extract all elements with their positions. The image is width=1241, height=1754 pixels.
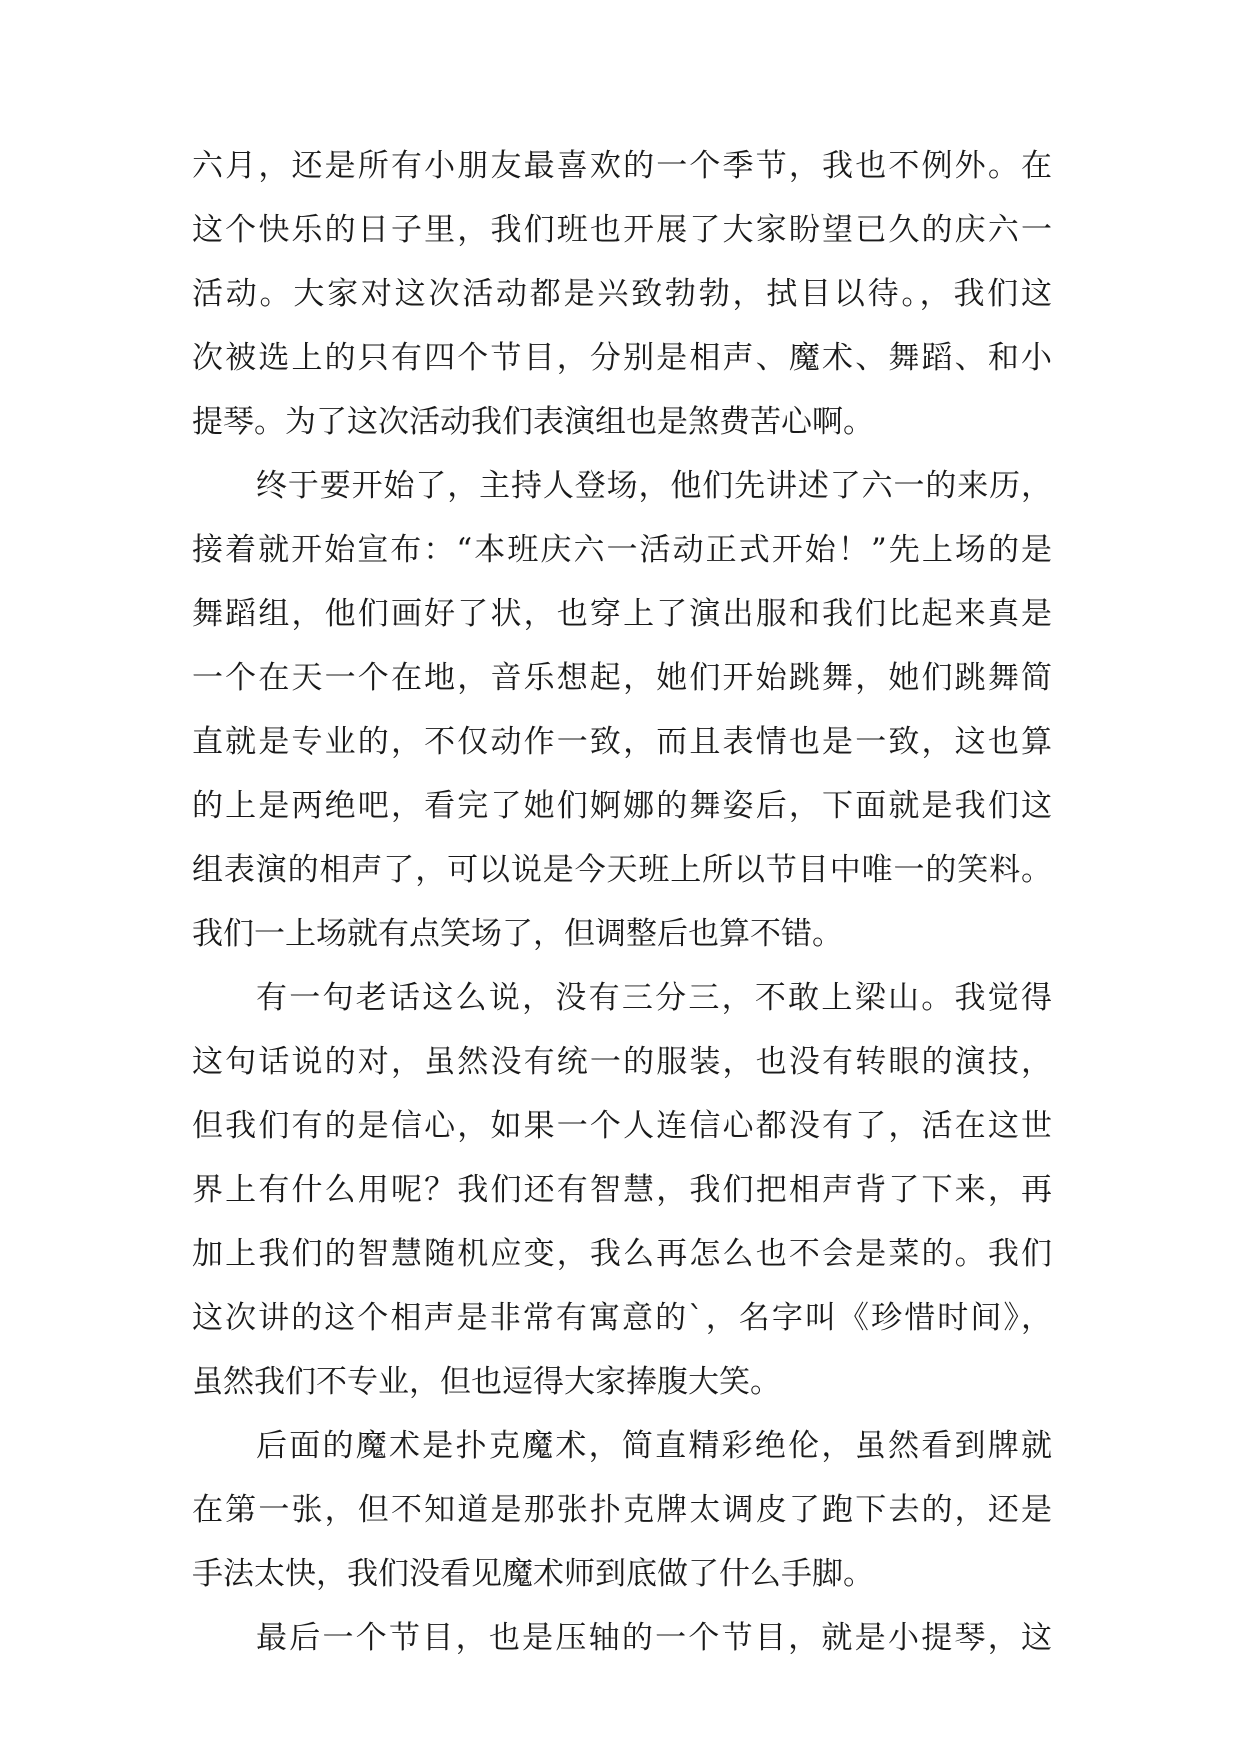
text-line: 六月，还是所有小朋友最喜欢的一个季节，我也不例外。在	[192, 148, 1052, 184]
text-line: 终于要开始了，主持人登场，他们先讲述了六一的来历，	[256, 468, 1052, 504]
text-line: 但我们有的是信心，如果一个人连信心都没有了，活在这世	[192, 1108, 1052, 1144]
text-line: 在第一张，但不知道是那张扑克牌太调皮了跑下去的，还是	[192, 1492, 1052, 1528]
text-line: 活动。大家对这次活动都是兴致勃勃，拭目以待。，我们这	[192, 276, 1052, 312]
text-line: 舞蹈组，他们画好了状，也穿上了演出服和我们比起来真是	[192, 596, 1052, 632]
text-line: 界上有什么用呢？我们还有智慧，我们把相声背了下来，再	[192, 1172, 1052, 1208]
text-line: 手法太快，我们没看见魔术师到底做了什么手脚。	[192, 1556, 874, 1592]
text-line: 最后一个节目，也是压轴的一个节目，就是小提琴，这	[256, 1620, 1052, 1656]
text-line: 提琴。为了这次活动我们表演组也是煞费苦心啊。	[192, 404, 874, 440]
text-line: 这句话说的对，虽然没有统一的服装，也没有转眼的演技，	[192, 1044, 1052, 1080]
text-line: 接着就开始宣布：“本班庆六一活动正式开始！”先上场的是	[192, 532, 1052, 568]
text-line: 一个在天一个在地，音乐想起，她们开始跳舞，她们跳舞简	[192, 660, 1052, 696]
text-line: 后面的魔术是扑克魔术，简直精彩绝伦，虽然看到牌就	[256, 1428, 1052, 1464]
text-line: 我们一上场就有点笑场了，但调整后也算不错。	[192, 916, 843, 952]
text-line: 这个快乐的日子里，我们班也开展了大家盼望已久的庆六一	[192, 212, 1052, 248]
text-line: 直就是专业的，不仅动作一致，而且表情也是一致，这也算	[192, 724, 1052, 760]
text-line: 加上我们的智慧随机应变，我么再怎么也不会是菜的。我们	[192, 1236, 1052, 1272]
text-line: 这次讲的这个相声是非常有寓意的`，名字叫《珍惜时间》，	[192, 1300, 1052, 1336]
text-line: 组表演的相声了，可以说是今天班上所以节目中唯一的笑料。	[192, 852, 1052, 888]
text-line: 虽然我们不专业，但也逗得大家捧腹大笑。	[192, 1364, 781, 1400]
text-line: 次被选上的只有四个节目，分别是相声、魔术、舞蹈、和小	[192, 340, 1052, 376]
text-line: 有一句老话这么说，没有三分三，不敢上梁山。我觉得	[256, 980, 1052, 1016]
text-line: 的上是两绝吧，看完了她们婀娜的舞姿后，下面就是我们这	[192, 788, 1052, 824]
